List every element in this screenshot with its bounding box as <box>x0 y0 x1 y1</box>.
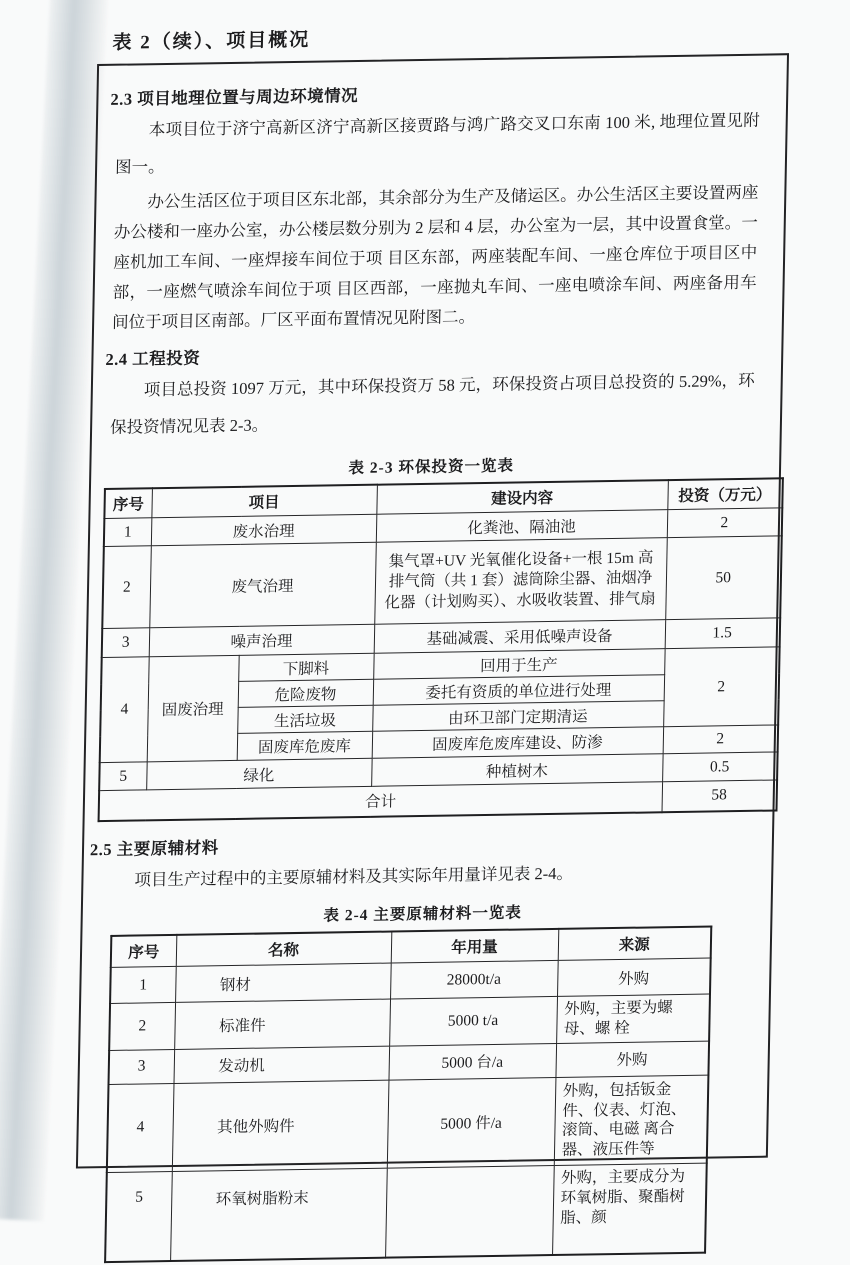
cell-content: 回用于生产 <box>373 649 664 680</box>
cell-invest: 50 <box>665 536 782 620</box>
col-header-no: 序号 <box>104 488 152 519</box>
cell-total-invest: 58 <box>662 780 778 812</box>
section-2-3-paragraph-2: 办公生活区位于项目区东北部，其余部分为生产及储运区。办公生活区主要设置两座办公楼和一座办公室，办公楼层数分别为 2 层和 4 层，办公室为一层，其中设置食堂。一座机加工车间、一座焊接车间位于项 目区东部，两座装配车间、一座仓库位于项目区中部，一座燃气喷涂车间位于项 目区西部，一座抛丸车间、一座电喷涂车间、两座备用车间位于项目区南部。厂区平面布置情况见附图二。 <box>111 182 759 333</box>
cell-source: 外购 <box>557 958 711 996</box>
cell-item: 绿化 <box>146 758 372 790</box>
table-2-3-environmental-investment <box>98 477 784 822</box>
cell-amount <box>385 1165 554 1258</box>
cell-item: 废气治理 <box>149 542 376 628</box>
table-2-3-caption: 表 2-3 环保投资一览表 <box>348 457 515 477</box>
cell-no: 1 <box>104 518 152 547</box>
cell-no: 3 <box>102 628 150 658</box>
table-row <box>102 536 782 629</box>
cell-amount: 5000 t/a <box>389 997 557 1046</box>
col-header-item: 项目 <box>151 484 377 518</box>
cell-amount: 5000 件/a <box>387 1077 556 1168</box>
cell-invest: 1.5 <box>665 618 781 649</box>
cell-total-label: 合计 <box>99 782 663 821</box>
cell-no: 1 <box>110 967 176 1004</box>
cell-invest: 2 <box>663 725 779 754</box>
cell-content: 委托有资质的单位进行处理 <box>373 675 664 706</box>
col-header-no: 序号 <box>111 935 177 968</box>
cell-content: 种植树木 <box>371 754 663 787</box>
page-title: 表 2（续）、项目概况 <box>112 29 311 54</box>
cell-invest: 2 <box>667 508 783 538</box>
content-body <box>76 55 787 1264</box>
cell-source: 外购，主要为螺母、螺 栓 <box>556 994 710 1043</box>
section-2-5-heading: 2.5 主要原辅材料 <box>89 837 219 859</box>
cell-item: 噪声治理 <box>149 624 375 657</box>
cell-no: 4 <box>100 657 149 763</box>
table-2-4-raw-materials <box>104 925 712 1263</box>
table-row <box>105 1163 707 1262</box>
table-row <box>107 1075 709 1172</box>
cell-no: 4 <box>107 1083 174 1172</box>
cell-subitem: 下脚料 <box>238 653 373 681</box>
cell-content: 集气罩+UV 光氧催化设备+一根 15m 高排气筒（共 1 套）滤筒除尘器、油烟净化器（计划购买）、水吸收装置、排气扇 <box>374 538 667 625</box>
content-frame <box>76 53 789 1227</box>
cell-source: 外购，包括钣金件、仪表、灯泡、滚筒、电磁 离合器、液压件等 <box>554 1075 709 1165</box>
section-2-4-heading: 2.4 工程投资 <box>105 348 201 370</box>
cell-no: 2 <box>102 546 151 629</box>
cell-subitem: 生活垃圾 <box>237 705 372 733</box>
cell-amount: 5000 台/a <box>388 1043 556 1080</box>
cell-subitem: 危险废物 <box>238 679 373 707</box>
cell-name: 环氧树脂粉末 <box>170 1168 387 1261</box>
col-header-amount: 年用量 <box>391 929 559 964</box>
section-2-3-paragraph-1: 本项目位于济宁高新区济宁高新区接贾路与鸿广路交叉口东南 100 米, 地理位置见附图一。 <box>114 110 760 177</box>
cell-source: 外购，主要成分为环氧树脂、聚酯树脂、颜 <box>552 1163 707 1255</box>
section-2-4-paragraph: 项目总投资 1097 万元，其中环保投资万 58 元，环保投资占项目总投资的 5.29%，环保投资情况见表 2-3。 <box>109 371 755 438</box>
cell-no: 3 <box>109 1049 175 1084</box>
cell-content: 固废库危废库建设、防渗 <box>372 727 663 759</box>
cell-item: 固废治理 <box>147 655 239 761</box>
section-2-5-paragraph: 项目生产过程中的主要原辅材料及其实际年用量详见表 2-4。 <box>134 863 574 890</box>
cell-item: 废水治理 <box>151 514 377 546</box>
cell-name: 标准件 <box>174 999 390 1049</box>
cell-subitem: 固废库危废库 <box>237 731 373 760</box>
cell-invest: 2 <box>663 647 779 727</box>
cell-name: 其他外购件 <box>172 1080 389 1171</box>
col-header-name: 名称 <box>176 931 392 966</box>
cell-content: 由环卫部门定期清运 <box>372 701 663 732</box>
cell-content: 基础减震、采用低噪声设备 <box>374 620 666 654</box>
table-2-4-caption: 表 2-4 主要原辅材料一览表 <box>323 904 522 925</box>
section-2-3-heading: 2.3 项目地理位置与周边环境情况 <box>110 85 359 109</box>
col-header-invest: 投资（万元） <box>667 478 783 510</box>
cell-name: 发动机 <box>174 1046 390 1083</box>
cell-no: 5 <box>105 1171 172 1262</box>
cell-source: 外购 <box>555 1041 709 1077</box>
col-header-source: 来源 <box>558 926 712 960</box>
cell-content: 化粪池、隔油池 <box>376 510 668 543</box>
cell-name: 钢材 <box>175 963 391 1002</box>
cell-no: 2 <box>109 1003 175 1051</box>
cell-invest: 0.5 <box>662 752 778 782</box>
col-header-content: 建设内容 <box>376 480 668 515</box>
cell-no: 5 <box>99 762 147 791</box>
cell-amount: 28000t/a <box>390 961 558 1000</box>
